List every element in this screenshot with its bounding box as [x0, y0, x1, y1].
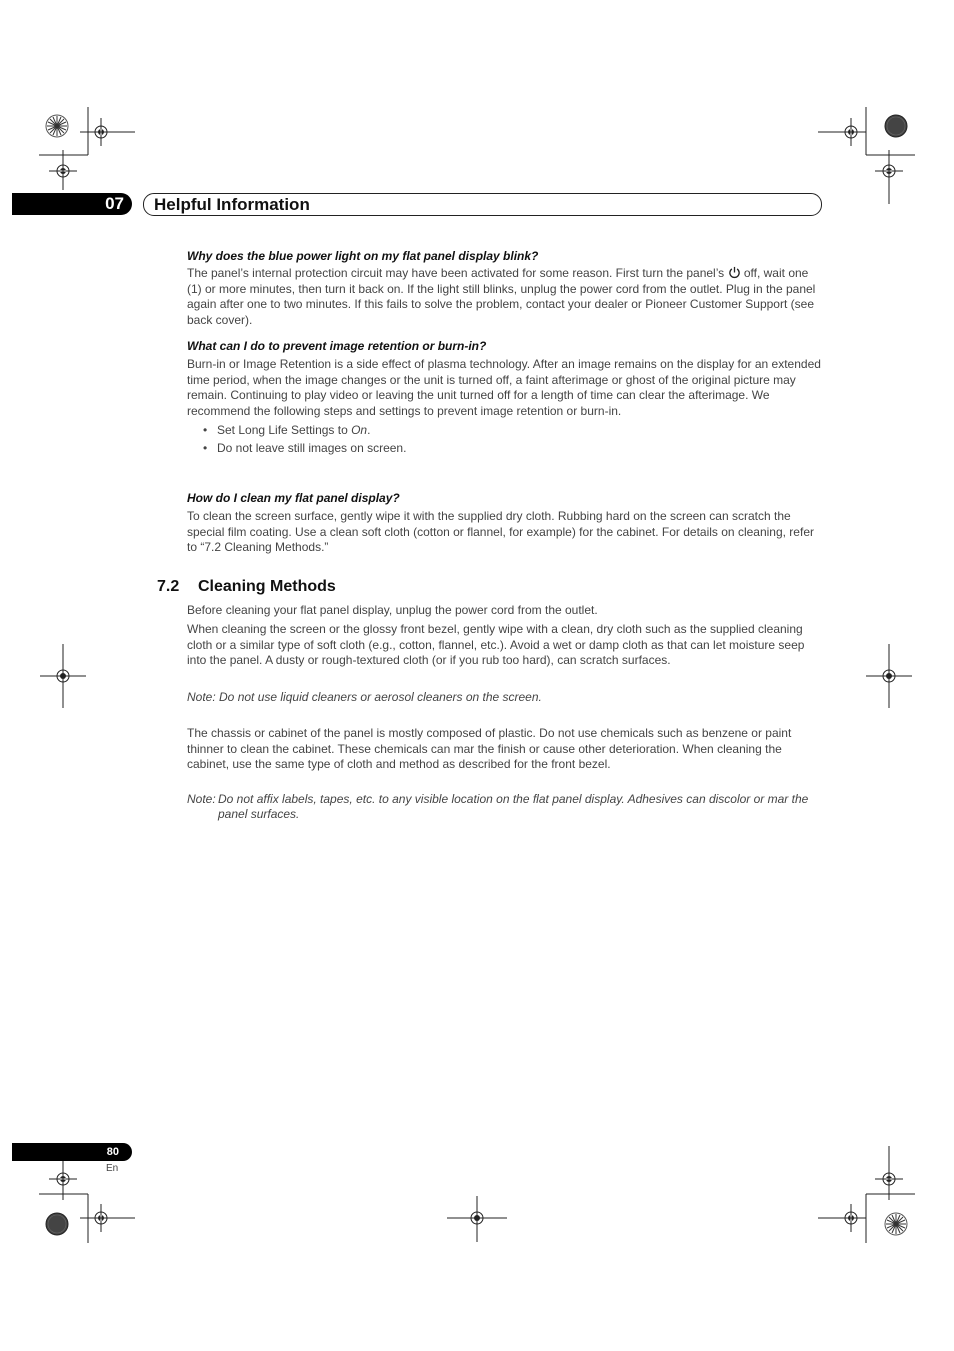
list-item — [203, 441, 406, 455]
note-labels — [187, 792, 827, 822]
faq-answer-text: off, wait one (1) or more minutes, then turn it back on. If the light still blinks, unplug the power cord from the outlet. Plug in the panel again after one to two minutes. If this fails to solve the problem, contact your dealer or Pioneer Customer Support (see back cover). — [187, 266, 816, 327]
faq-answer-text: The panel’s internal protection circuit may have been activated for some reason. First turn the panel’s — [187, 266, 728, 280]
section-number: 7.2 — [157, 578, 180, 595]
page-number: 80 — [106, 1146, 119, 1158]
bullet-icon: • — [203, 423, 208, 437]
faq-answer-cleaning: To clean the screen surface, gently wipe it with the supplied dry cloth. Rubbing hard on the screen can scratch the special film coating. Use a clean soft cloth (cotton or flannel, for example) for the cabinet. For details on cleaning, refer to “7.2 Cleaning Methods.” — [187, 509, 814, 555]
list-item-emphasis: On — [351, 423, 368, 437]
cleaning-intro: Before cleaning your flat panel display, unplug the power cord from the outlet. — [187, 603, 598, 617]
faq-answer-power-light — [187, 266, 821, 328]
cleaning-screen-paragraph: When cleaning the screen or the glossy front bezel, gently wipe with a clean, dry cloth such as the supplied cleaning cloth or a similar type of soft cloth (e.g., cotton, flannel, etc.). Avoid a wet or damp cloth as that can let moisture seep into the panel. A dusty or rough-textured cloth (or if you rub too hard), can scratch surfaces. — [187, 622, 805, 668]
note-liquid-cleaners: Note: Do not use liquid cleaners or aerosol cleaners on the screen. — [187, 690, 542, 704]
bullet-icon: • — [203, 441, 208, 455]
list-item-text: Do not leave still images on screen. — [217, 441, 407, 455]
cleaning-cabinet-paragraph: The chassis or cabinet of the panel is mostly composed of plastic. Do not use chemicals such as benzene or paint thinner to clean the cabinet. These chemicals can mar the finish or cause other deterioration. When cleaning the cabinet, use the same type of cloth and method as described for the front bezel. — [187, 726, 792, 772]
chapter-number: 07 — [105, 194, 124, 213]
page-language: En — [106, 1163, 119, 1174]
chapter-title: Helpful Information — [154, 195, 310, 214]
faq-question-burn-in: What can I do to prevent image retention or burn-in? — [187, 339, 487, 353]
note-text: Do not affix labels, tapes, etc. to any visible location on the flat panel display. Adhesives can discolor or mar the panel surfaces. — [218, 792, 809, 821]
list-item-text: Set Long Life Settings to — [217, 423, 352, 437]
section-heading — [157, 578, 336, 596]
faq-question-power-light: Why does the blue power light on my flat panel display blink? — [187, 249, 539, 263]
section-title: Cleaning Methods — [198, 578, 336, 595]
faq-answer-burn-in: Burn-in or Image Retention is a side effect of plasma technology. After an image remains on the display for an extended time period, when the image changes or the unit is turned off, a faint afterimage or ghost of the original picture may remain. Continuing to play video or leaving the unit turned off for a length of time can clear the afterimage. We recommend the following steps and settings to prevent image retention or burn-in. — [187, 357, 821, 418]
chapter-title-bar — [143, 193, 822, 216]
note-label: Note: — [187, 792, 216, 806]
list-item — [203, 423, 370, 437]
faq-question-cleaning: How do I clean my flat panel display? — [187, 491, 400, 505]
list-item-suffix: . — [367, 423, 371, 437]
page-number-tab — [12, 1143, 132, 1161]
power-icon — [728, 266, 741, 279]
chapter-number-tab — [12, 193, 132, 215]
